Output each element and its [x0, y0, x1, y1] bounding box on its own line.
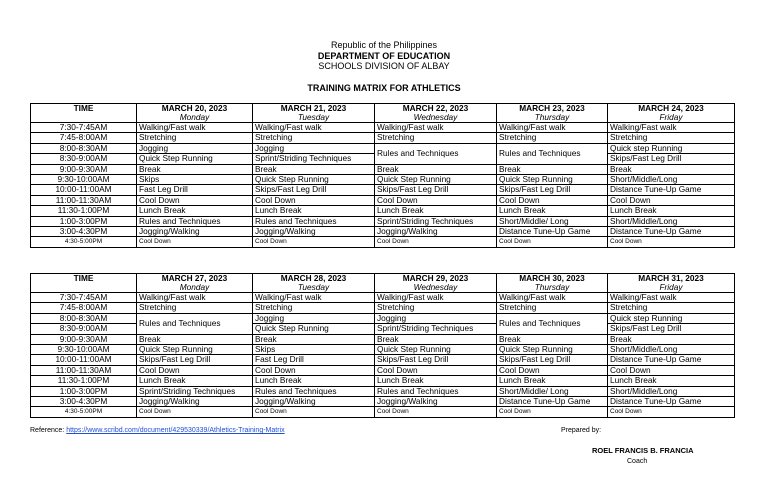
activity-cell: Short/Middle/ Long — [497, 386, 608, 396]
activity-cell: Quick step Running — [608, 143, 735, 153]
activity-cell: Break — [497, 164, 608, 174]
activity-cell: Cool Down — [608, 237, 735, 247]
activity-cell: Cool Down — [497, 237, 608, 247]
activity-cell: Cool Down — [608, 195, 735, 205]
day-weekday: Monday — [179, 282, 210, 292]
activity-cell: Jogging — [253, 143, 375, 153]
table-row — [31, 123, 735, 133]
activity-cell: Lunch Break — [375, 376, 497, 386]
activity-cell: Skips/Fast Leg Drill — [375, 355, 497, 365]
header-division: SCHOOLS DIVISION OF ALBAY — [318, 61, 450, 71]
table-row — [31, 237, 735, 247]
activity-cell: Lunch Break — [137, 376, 253, 386]
activity-cell: Walking/Fast walk — [253, 293, 375, 303]
activity-cell: Quick Step Running — [375, 345, 497, 355]
day-header — [608, 274, 735, 293]
activity-cell: Lunch Break — [608, 376, 735, 386]
activity-cell: Sprint/Striding Techniques — [375, 324, 497, 334]
activity-cell: Stretching — [253, 133, 375, 143]
day-header — [137, 104, 253, 123]
day-weekday: Tuesday — [297, 112, 330, 122]
activity-cell: Cool Down — [253, 365, 375, 375]
activity-cell: Quick Step Running — [253, 175, 375, 185]
activity-cell: Distance Tune-Up Game — [608, 185, 735, 195]
activity-cell: Stretching — [137, 303, 253, 313]
activity-cell: Break — [375, 334, 497, 344]
time-cell: 8:00-8:30AM — [31, 313, 137, 323]
activity-cell: Stretching — [375, 133, 497, 143]
time-cell: 7:30-7:45AM — [31, 123, 137, 133]
activity-cell: Cool Down — [375, 237, 497, 247]
activity-cell: Break — [137, 164, 253, 174]
activity-cell: Jogging — [137, 143, 253, 153]
time-cell: 7:45-8:00AM — [31, 303, 137, 313]
activity-cell: Walking/Fast walk — [497, 123, 608, 133]
table-row — [31, 164, 735, 174]
header-row — [31, 104, 735, 123]
activity-cell: Walking/Fast walk — [497, 293, 608, 303]
activity-cell: Skips/Fast Leg Drill — [375, 185, 497, 195]
activity-cell: Walking/Fast walk — [608, 293, 735, 303]
activity-cell: Walking/Fast walk — [253, 123, 375, 133]
activity-cell: Short/Middle/Long — [608, 345, 735, 355]
activity-cell: Quick Step Running — [497, 345, 608, 355]
day-date: MARCH 24, 2023 — [638, 103, 704, 113]
time-header: TIME — [31, 104, 137, 123]
activity-cell: Skips/Fast Leg Drill — [497, 185, 608, 195]
activity-cell: Rules and Techniques — [253, 386, 375, 396]
header-department: DEPARTMENT OF EDUCATION — [317, 51, 451, 61]
activity-cell: Rules and Techniques — [137, 216, 253, 226]
time-cell: 11:00-11:30AM — [31, 365, 137, 375]
activity-cell: Cool Down — [253, 195, 375, 205]
activity-cell: Skips/Fast Leg Drill — [137, 355, 253, 365]
table-row — [31, 185, 735, 195]
day-date: MARCH 29, 2023 — [402, 273, 469, 283]
activity-cell: Lunch Break — [137, 206, 253, 216]
activity-cell: Rules and Techniques — [497, 313, 608, 334]
activity-cell: Break — [608, 334, 735, 344]
activity-cell: Cool Down — [497, 195, 608, 205]
activity-cell: Jogging — [253, 313, 375, 323]
table-row — [31, 365, 735, 375]
day-date: MARCH 31, 2023 — [638, 273, 704, 283]
activity-cell: Cool Down — [375, 407, 497, 417]
activity-cell: Cool Down — [253, 407, 375, 417]
activity-cell: Rules and Techniques — [375, 386, 497, 396]
activity-cell: Quick Step Running — [137, 345, 253, 355]
activity-cell: Short/Middle/Long — [608, 175, 735, 185]
time-cell: 4:30-5:00PM — [31, 407, 137, 417]
time-cell: 9:00-9:30AM — [31, 334, 137, 344]
activity-cell: Cool Down — [137, 237, 253, 247]
activity-cell: Quick Step Running — [137, 154, 253, 164]
training-matrix-week-1 — [30, 103, 735, 248]
table-row — [31, 345, 735, 355]
activity-cell: Lunch Break — [253, 206, 375, 216]
day-date: MARCH 22, 2023 — [402, 103, 469, 113]
activity-cell: Walking/Fast walk — [375, 293, 497, 303]
activity-cell: Break — [253, 334, 375, 344]
training-matrix-week-2 — [30, 273, 735, 418]
time-cell: 8:30-9:00AM — [31, 154, 137, 164]
activity-cell: Stretching — [375, 303, 497, 313]
table-row — [31, 386, 735, 396]
activity-cell: Break — [497, 334, 608, 344]
activity-cell: Distance Tune-Up Game — [497, 397, 608, 407]
day-header — [608, 104, 735, 123]
activity-cell: Cool Down — [608, 407, 735, 417]
activity-cell: Jogging/Walking — [137, 397, 253, 407]
activity-cell: Rules and Techniques — [375, 143, 497, 164]
activity-cell: Stretching — [497, 303, 608, 313]
day-header — [497, 104, 608, 123]
activity-cell: Skips — [137, 175, 253, 185]
activity-cell: Cool Down — [608, 365, 735, 375]
table-row — [31, 397, 735, 407]
table-row — [31, 407, 735, 417]
activity-cell: Skips/Fast Leg Drill — [608, 154, 735, 164]
time-cell: 11:30-1:00PM — [31, 206, 137, 216]
activity-cell: Jogging — [375, 313, 497, 323]
table-row — [31, 376, 735, 386]
activity-cell: Lunch Break — [253, 376, 375, 386]
table-row — [31, 313, 735, 323]
day-weekday: Wednesday — [413, 112, 458, 122]
signatory-name: ROEL FRANCIS B. FRANCIA — [592, 446, 694, 455]
table-row — [31, 143, 735, 153]
activity-cell: Break — [375, 164, 497, 174]
time-header: TIME — [31, 274, 137, 293]
time-cell: 8:30-9:00AM — [31, 324, 137, 334]
day-header — [375, 274, 497, 293]
activity-cell: Rules and Techniques — [253, 216, 375, 226]
day-date: MARCH 30, 2023 — [519, 273, 585, 283]
reference-link[interactable]: https://www.scribd.com/document/429530339/Athletics-Training-Matrix — [66, 427, 285, 434]
activity-cell: Quick Step Running — [375, 175, 497, 185]
day-weekday: Thursday — [534, 112, 570, 122]
activity-cell: Walking/Fast walk — [137, 293, 253, 303]
activity-cell: Rules and Techniques — [137, 313, 253, 334]
activity-cell: Lunch Break — [608, 206, 735, 216]
activity-cell: Fast Leg Drill — [137, 185, 253, 195]
reference-line — [30, 427, 285, 434]
activity-cell: Cool Down — [497, 365, 608, 375]
time-cell: 8:00-8:30AM — [31, 143, 137, 153]
time-cell: 1:00-3:00PM — [31, 386, 137, 396]
activity-cell: Skips/Fast Leg Drill — [253, 185, 375, 195]
reference-label: Reference: — [30, 427, 65, 434]
activity-cell: Stretching — [608, 303, 735, 313]
table-row — [31, 303, 735, 313]
activity-cell: Walking/Fast walk — [608, 123, 735, 133]
activity-cell: Quick Step Running — [497, 175, 608, 185]
activity-cell: Sprint/Striding Techniques — [253, 154, 375, 164]
activity-cell: Lunch Break — [497, 376, 608, 386]
table-row — [31, 355, 735, 365]
activity-cell: Break — [253, 164, 375, 174]
time-cell: 10:00-11:00AM — [31, 355, 137, 365]
document-title: TRAINING MATRIX FOR ATHLETICS — [307, 83, 461, 93]
time-cell: 3:00-4:30PM — [31, 227, 137, 237]
activity-cell: Jogging/Walking — [253, 397, 375, 407]
table-row — [31, 206, 735, 216]
activity-cell: Short/Middle/ Long — [497, 216, 608, 226]
activity-cell: Stretching — [253, 303, 375, 313]
day-header — [137, 274, 253, 293]
activity-cell: Lunch Break — [497, 206, 608, 216]
time-cell: 11:00-11:30AM — [31, 195, 137, 205]
table-row — [31, 324, 735, 334]
activity-cell: Jogging/Walking — [375, 227, 497, 237]
activity-cell: Break — [137, 334, 253, 344]
table-row — [31, 293, 735, 303]
table-row — [31, 227, 735, 237]
activity-cell: Cool Down — [375, 365, 497, 375]
activity-cell: Short/Middle/Long — [608, 216, 735, 226]
table-row — [31, 175, 735, 185]
activity-cell: Distance Tune-Up Game — [608, 355, 735, 365]
activity-cell: Distance Tune-Up Game — [608, 227, 735, 237]
prepared-by-label: Prepared by: — [561, 427, 602, 434]
header-row — [31, 274, 735, 293]
day-header — [253, 274, 375, 293]
day-date: MARCH 28, 2023 — [280, 273, 347, 283]
activity-cell: Cool Down — [497, 407, 608, 417]
activity-cell: Fast Leg Drill — [253, 355, 375, 365]
activity-cell: Jogging/Walking — [375, 397, 497, 407]
activity-cell: Stretching — [497, 133, 608, 143]
activity-cell: Sprint/Striding Techniques — [137, 386, 253, 396]
activity-cell: Distance Tune-Up Game — [497, 227, 608, 237]
activity-cell: Sprint/Striding Techniques — [375, 216, 497, 226]
time-cell: 9:30-10:00AM — [31, 175, 137, 185]
activity-cell: Skips/Fast Leg Drill — [497, 355, 608, 365]
table-row — [31, 195, 735, 205]
activity-cell: Walking/Fast walk — [137, 123, 253, 133]
header-republic: Republic of the Philippines — [330, 40, 438, 50]
time-cell: 9:30-10:00AM — [31, 345, 137, 355]
day-weekday: Thursday — [534, 282, 570, 292]
day-header — [375, 104, 497, 123]
time-cell: 4:30-5:00PM — [31, 237, 137, 247]
activity-cell: Rules and Techniques — [497, 143, 608, 164]
activity-cell: Stretching — [137, 133, 253, 143]
activity-cell: Jogging/Walking — [253, 227, 375, 237]
activity-cell: Stretching — [608, 133, 735, 143]
time-cell: 3:00-4:30PM — [31, 397, 137, 407]
activity-cell: Cool Down — [253, 237, 375, 247]
day-date: MARCH 21, 2023 — [280, 103, 347, 113]
table-row — [31, 216, 735, 226]
time-cell: 10:00-11:00AM — [31, 185, 137, 195]
day-weekday: Tuesday — [297, 282, 330, 292]
activity-cell: Cool Down — [375, 195, 497, 205]
activity-cell: Quick Step Running — [253, 324, 375, 334]
activity-cell: Break — [608, 164, 735, 174]
day-date: MARCH 27, 2023 — [161, 273, 228, 283]
table-row — [31, 334, 735, 344]
table-row — [31, 133, 735, 143]
time-cell: 1:00-3:00PM — [31, 216, 137, 226]
activity-cell: Distance Tune-Up Game — [608, 397, 735, 407]
activity-cell: Cool Down — [137, 195, 253, 205]
activity-cell: Jogging/Walking — [137, 227, 253, 237]
time-cell: 7:30-7:45AM — [31, 293, 137, 303]
day-weekday: Friday — [659, 112, 683, 122]
activity-cell: Skips/Fast Leg Drill — [608, 324, 735, 334]
day-header — [497, 274, 608, 293]
activity-cell: Lunch Break — [375, 206, 497, 216]
time-cell: 7:45-8:00AM — [31, 133, 137, 143]
activity-cell: Short/Middle/Long — [608, 386, 735, 396]
activity-cell: Cool Down — [137, 407, 253, 417]
day-date: MARCH 20, 2023 — [161, 103, 228, 113]
time-cell: 9:00-9:30AM — [31, 164, 137, 174]
activity-cell: Skips — [253, 345, 375, 355]
day-header — [253, 104, 375, 123]
day-date: MARCH 23, 2023 — [519, 103, 585, 113]
day-weekday: Friday — [659, 282, 683, 292]
activity-cell: Cool Down — [137, 365, 253, 375]
day-weekday: Wednesday — [413, 282, 458, 292]
time-cell: 11:30-1:00PM — [31, 376, 137, 386]
signatory-role: Coach — [627, 458, 648, 465]
activity-cell: Walking/Fast walk — [375, 123, 497, 133]
day-weekday: Monday — [179, 112, 210, 122]
activity-cell: Quick step Running — [608, 313, 735, 323]
